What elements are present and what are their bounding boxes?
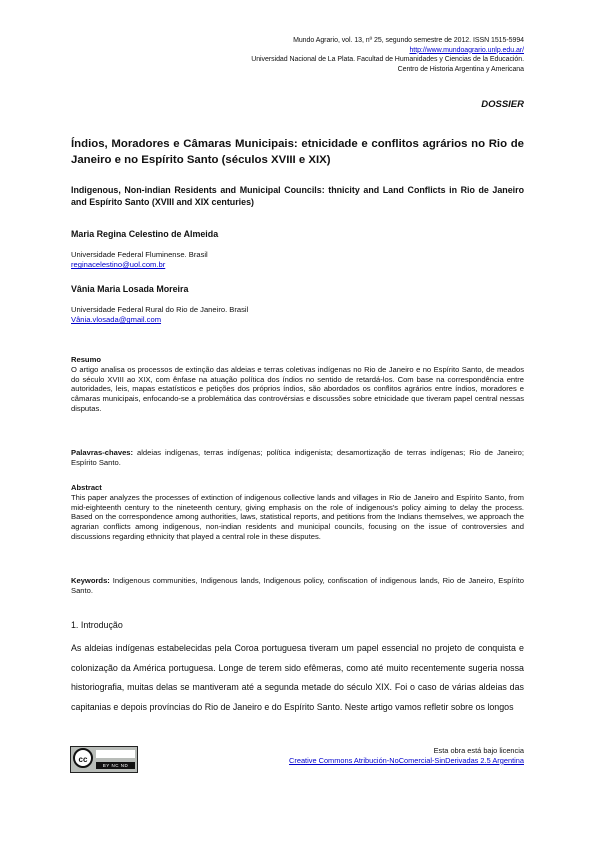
journal-url-link[interactable]: http://www.mundoagrario.unlp.edu.ar/ [409, 46, 524, 54]
section-heading: 1. Introdução [71, 620, 123, 630]
license-footer [289, 746, 524, 766]
palavras-chave-section [71, 448, 524, 468]
resumo-section [71, 355, 524, 414]
license-link[interactable]: Creative Commons Atribución-NoComercial-SinDerivadas 2.5 Argentina [289, 755, 524, 765]
keywords-label: Keywords: [71, 576, 110, 585]
journal-citation: Mundo Agrario, vol. 13, nº 25, segundo semestre de 2012. ISSN 1515-5994 [293, 37, 524, 44]
abstract-text: This paper analyzes the processes of extinction of indigenous collective lands and villages in Rio de Janeiro and Espírito Santo, from mid-eighteenth century to the nineteenth century, giving emphasis on the role of indigenous's policy aiming to delay the process. Based on the correspondence among authorities, laws, statistical reports, and petitions from the Indians themselves, we approach the agrarian conflicts among indigenous, non-indian residents and municipal councils, focusing on the issue of controversies and discussions regarding ethnicity that played a central role in these disputes. [71, 492, 524, 541]
affiliation-text: Universidade Federal Rural do Rio de Janeiro. Brasil [71, 305, 249, 314]
center-line: Centro de Historia Argentina y Americana [397, 65, 524, 73]
cc-attribution-icon [96, 750, 135, 758]
paper-title-english: Indigenous, Non-indian Residents and Municipal Councils: thnicity and Land Conflicts in Rio de Janeiro and Espírito Santo (XVIII and XIX centuries) [71, 185, 524, 208]
resumo-heading: Resumo [71, 355, 101, 364]
cc-logo-icon: cc [73, 748, 93, 768]
palavras-chave-text: aldeias indígenas, terras indígenas; política indigenista; desamortização de terras indígenas; Rio de Janeiro; Espírito Santo. [71, 448, 524, 467]
paper-title: Índios, Moradores e Câmaras Municipais: etnicidade e conflitos agrários no Rio de Janeiro e no Espírito Santo (séculos XVIII e XIX) [71, 138, 524, 167]
affiliation-text: Universidade Federal Fluminense. Brasil [71, 250, 208, 259]
introduction-text: As aldeias indígenas estabelecidas pela Coroa portuguesa tiveram um papel essencial no projeto de conquista e colonização da América portuguesa. Longe de terem sido efêmeras, como até muito recentemente sugeria nossa historiografia, muitas delas se mantiveram até a segunda metade do século XIX. Foi o caso de várias aldeias das capitanias e depois províncias do Rio de Janeiro e do Espírito Santo. Neste artigo vamos refletir sobre os longos [71, 643, 524, 712]
institution-line: Universidad Nacional de La Plata. Facultad de Humanidades y Ciencias de la Educación. [251, 56, 524, 64]
author-affiliation [71, 305, 248, 325]
journal-header [104, 36, 524, 74]
palavras-chave-label: Palavras-chaves: [71, 448, 134, 457]
creative-commons-badge[interactable] [70, 746, 138, 773]
author-affiliation [71, 250, 208, 270]
cc-license-strip: BY NC ND [96, 762, 135, 769]
section-label: DOSSIER [481, 99, 524, 110]
resumo-text: O artigo analisa os processos de extinção das aldeias e terras coletivas indígenas no Rio de Janeiro e no Espírito Santo, de meados do século XVIII ao XIX, com ênfase na atuação política dos índios no sentido de retardá-los. Com base na correspondência entre autoridades, leis, mapas estatísticos e petições dos próprios índios, são abordados os conflitos agrários entre índios, moradores e câmaras municipais, enfocando-se a problemática das controvérsias e discussões sobre etnicidade que tiveram papel central nessas disputas. [71, 364, 524, 413]
license-line: Esta obra está bajo licencia [433, 746, 524, 755]
author-name: Maria Regina Celestino de Almeida [71, 229, 219, 239]
abstract-section [71, 483, 524, 542]
keywords-text: Indigenous communities, Indigenous lands, Indigenous policy, confiscation of indigenous lands, Rio de Janeiro, Espírito Santo. [71, 576, 524, 595]
keywords-section [71, 576, 524, 596]
author-email-link[interactable]: Vânia.vlosada@gmail.com [71, 315, 162, 325]
abstract-heading: Abstract [71, 483, 102, 492]
author-name: Vânia Maria Losada Moreira [71, 284, 189, 294]
author-email-link[interactable]: reginacelestino@uol.com.br [71, 260, 166, 270]
